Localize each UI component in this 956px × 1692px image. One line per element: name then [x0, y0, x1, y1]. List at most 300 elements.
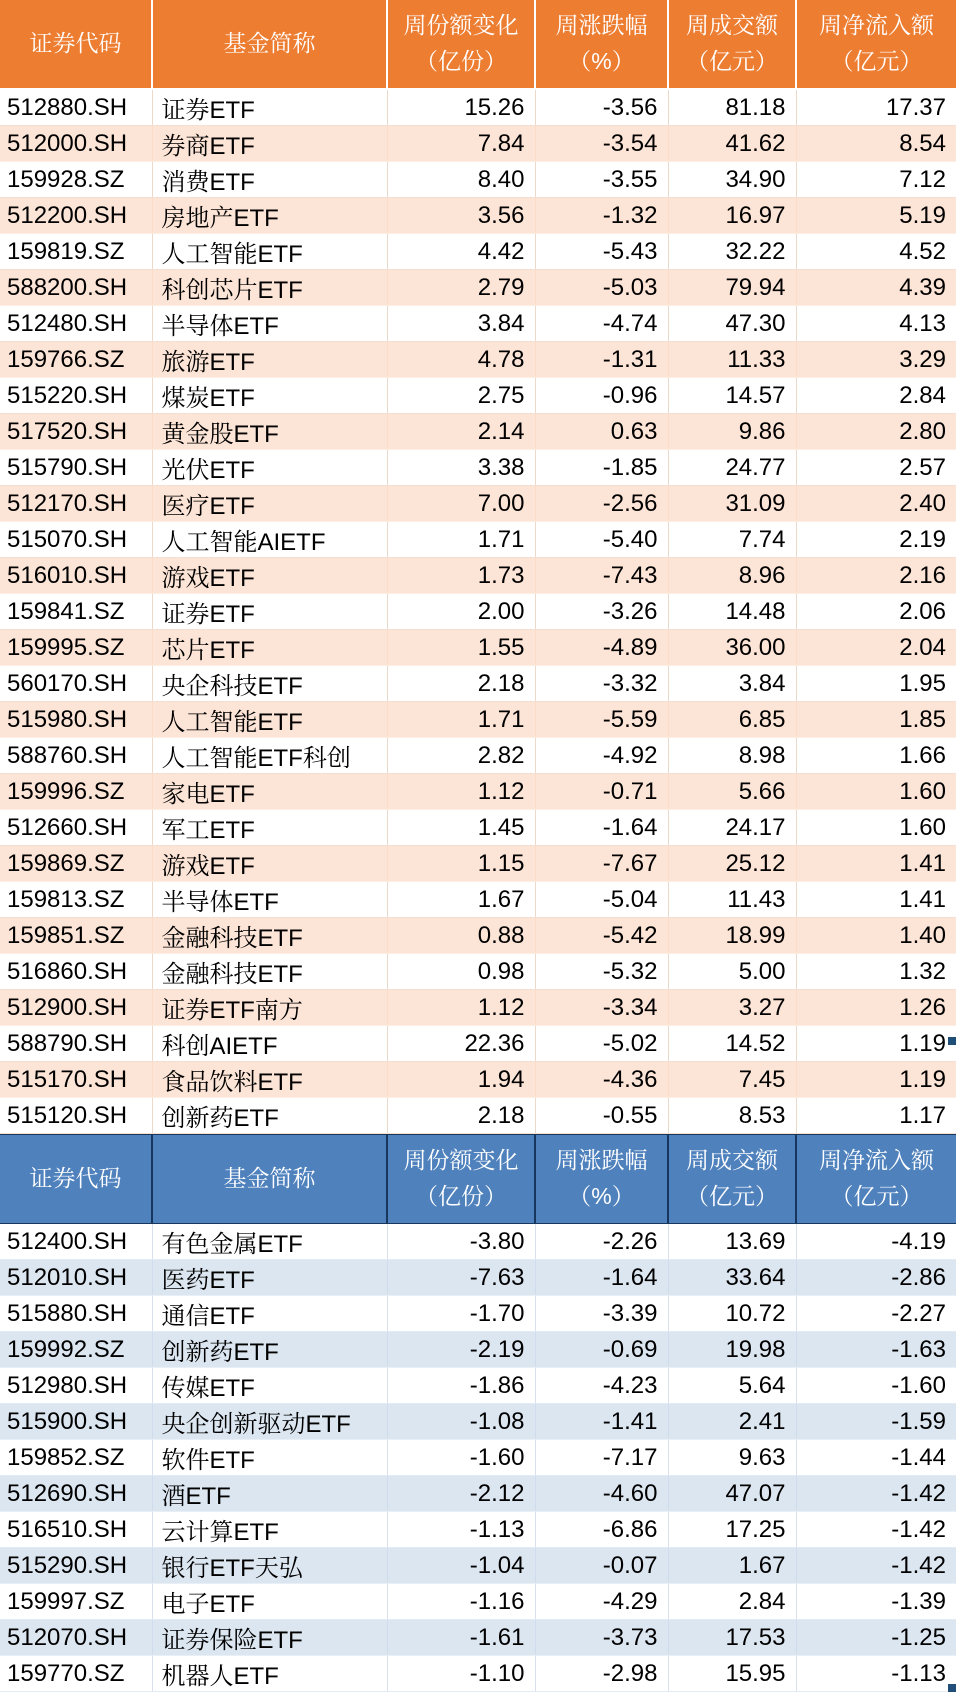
cell-code: 588760.SH: [0, 738, 152, 774]
table-row: [0, 414, 956, 450]
cell-share_change: 2.82: [387, 738, 535, 774]
cell-net_inflow: 1.41: [796, 846, 956, 882]
cell-name: 证券ETF南方: [152, 990, 387, 1026]
cell-name: 半导体ETF: [152, 306, 387, 342]
cell-pct_change: -1.85: [535, 450, 668, 486]
cell-code: 512070.SH: [0, 1620, 152, 1656]
table-row: [0, 1332, 956, 1368]
cell-name: 消费ETF: [152, 162, 387, 198]
cell-name: 创新药ETF: [152, 1332, 387, 1368]
cell-pct_change: -3.32: [535, 666, 668, 702]
table-row: [0, 954, 956, 990]
cell-net_inflow: 17.37: [796, 89, 956, 126]
cell-pct_change: -0.07: [535, 1548, 668, 1584]
cell-share_change: 3.38: [387, 450, 535, 486]
cell-pct_change: -0.55: [535, 1098, 668, 1134]
cell-share_change: 2.00: [387, 594, 535, 630]
cell-code: 159766.SZ: [0, 342, 152, 378]
cell-pct_change: -4.92: [535, 738, 668, 774]
cell-net_inflow: 1.60: [796, 810, 956, 846]
cell-turnover: 47.07: [668, 1476, 796, 1512]
cell-pct_change: -3.54: [535, 126, 668, 162]
cell-pct_change: -0.69: [535, 1332, 668, 1368]
cell-code: 159869.SZ: [0, 846, 152, 882]
cell-code: 515120.SH: [0, 1098, 152, 1134]
cell-net_inflow: -1.13: [796, 1656, 956, 1692]
cell-code: 516510.SH: [0, 1512, 152, 1548]
cell-net_inflow: -1.42: [796, 1548, 956, 1584]
cell-code: 512170.SH: [0, 486, 152, 522]
cell-code: 512000.SH: [0, 126, 152, 162]
table-row: [0, 594, 956, 630]
cell-pct_change: -7.17: [535, 1440, 668, 1476]
cell-code: 512980.SH: [0, 1368, 152, 1404]
cell-code: 515980.SH: [0, 702, 152, 738]
cell-pct_change: -5.03: [535, 270, 668, 306]
cell-share_change: -2.12: [387, 1476, 535, 1512]
net-outflow-table: [0, 1134, 956, 1692]
table-row: [0, 1098, 956, 1134]
cell-net_inflow: 2.16: [796, 558, 956, 594]
cell-turnover: 47.30: [668, 306, 796, 342]
table-row: [0, 1656, 956, 1692]
cell-name: 军工ETF: [152, 810, 387, 846]
cell-pct_change: -4.23: [535, 1368, 668, 1404]
table-row: [0, 1476, 956, 1512]
table-row: [0, 774, 956, 810]
cell-share_change: 7.00: [387, 486, 535, 522]
cell-code: 515290.SH: [0, 1548, 152, 1584]
cell-net_inflow: 2.84: [796, 378, 956, 414]
table-row: [0, 1404, 956, 1440]
cell-pct_change: -4.74: [535, 306, 668, 342]
cell-share_change: 2.14: [387, 414, 535, 450]
col-header-share_change: 周份额变化 （亿份）: [387, 1135, 535, 1224]
cell-name: 金融科技ETF: [152, 918, 387, 954]
table-row: [0, 1512, 956, 1548]
cell-pct_change: -1.64: [535, 810, 668, 846]
cell-pct_change: -6.86: [535, 1512, 668, 1548]
cell-turnover: 15.95: [668, 1656, 796, 1692]
cell-name: 通信ETF: [152, 1296, 387, 1332]
cell-share_change: 1.94: [387, 1062, 535, 1098]
cell-share_change: 1.71: [387, 702, 535, 738]
cell-turnover: 24.77: [668, 450, 796, 486]
table-row: [0, 1548, 956, 1584]
cell-pct_change: -4.89: [535, 630, 668, 666]
cell-pct_change: -5.40: [535, 522, 668, 558]
cell-turnover: 13.69: [668, 1224, 796, 1260]
cell-turnover: 9.86: [668, 414, 796, 450]
table-row: [0, 702, 956, 738]
header-row: [0, 0, 956, 89]
cell-share_change: -1.70: [387, 1296, 535, 1332]
cell-code: 515070.SH: [0, 522, 152, 558]
cell-pct_change: -3.39: [535, 1296, 668, 1332]
cell-pct_change: -3.34: [535, 990, 668, 1026]
cell-pct_change: -1.31: [535, 342, 668, 378]
cell-pct_change: -5.02: [535, 1026, 668, 1062]
cell-share_change: 4.78: [387, 342, 535, 378]
cell-net_inflow: 1.85: [796, 702, 956, 738]
cell-code: 512660.SH: [0, 810, 152, 846]
cell-turnover: 16.97: [668, 198, 796, 234]
cell-name: 医药ETF: [152, 1260, 387, 1296]
table-row: [0, 234, 956, 270]
cell-net_inflow: 5.19: [796, 198, 956, 234]
cell-net_inflow: 1.26: [796, 990, 956, 1026]
cell-share_change: 3.56: [387, 198, 535, 234]
cell-net_inflow: 4.13: [796, 306, 956, 342]
header-row: [0, 1135, 956, 1224]
cell-share_change: 2.79: [387, 270, 535, 306]
cell-code: 515900.SH: [0, 1404, 152, 1440]
cell-pct_change: -1.64: [535, 1260, 668, 1296]
cell-pct_change: -3.56: [535, 89, 668, 126]
cell-net_inflow: -1.60: [796, 1368, 956, 1404]
table-row: [0, 738, 956, 774]
cell-name: 旅游ETF: [152, 342, 387, 378]
cell-code: 517520.SH: [0, 414, 152, 450]
cell-share_change: 7.84: [387, 126, 535, 162]
cell-pct_change: -7.43: [535, 558, 668, 594]
cell-share_change: -7.63: [387, 1260, 535, 1296]
cell-share_change: 2.75: [387, 378, 535, 414]
cell-net_inflow: 8.54: [796, 126, 956, 162]
cell-code: 515790.SH: [0, 450, 152, 486]
cell-share_change: 1.55: [387, 630, 535, 666]
cell-share_change: 1.15: [387, 846, 535, 882]
cell-turnover: 10.72: [668, 1296, 796, 1332]
cell-share_change: 0.98: [387, 954, 535, 990]
cell-net_inflow: 2.06: [796, 594, 956, 630]
cell-net_inflow: -2.27: [796, 1296, 956, 1332]
cell-name: 证券ETF: [152, 89, 387, 126]
cell-turnover: 79.94: [668, 270, 796, 306]
cell-name: 证券保险ETF: [152, 1620, 387, 1656]
cell-code: 159841.SZ: [0, 594, 152, 630]
cell-share_change: -1.10: [387, 1656, 535, 1692]
cell-share_change: 1.12: [387, 990, 535, 1026]
cell-share_change: -1.86: [387, 1368, 535, 1404]
cell-turnover: 7.45: [668, 1062, 796, 1098]
cell-turnover: 2.84: [668, 1584, 796, 1620]
cell-pct_change: -5.42: [535, 918, 668, 954]
cell-net_inflow: 1.19: [796, 1026, 956, 1062]
cell-turnover: 41.62: [668, 126, 796, 162]
cell-code: 159996.SZ: [0, 774, 152, 810]
cell-net_inflow: 4.52: [796, 234, 956, 270]
cell-turnover: 11.43: [668, 882, 796, 918]
cell-pct_change: -3.26: [535, 594, 668, 630]
cell-net_inflow: 3.29: [796, 342, 956, 378]
col-header-turnover: 周成交额 （亿元）: [668, 1135, 796, 1224]
cell-net_inflow: 2.57: [796, 450, 956, 486]
cell-name: 证券ETF: [152, 594, 387, 630]
cell-turnover: 1.67: [668, 1548, 796, 1584]
cell-code: 512900.SH: [0, 990, 152, 1026]
cell-name: 央企创新驱动ETF: [152, 1404, 387, 1440]
table-row: [0, 89, 956, 126]
cell-pct_change: -2.98: [535, 1656, 668, 1692]
table-row: [0, 486, 956, 522]
cell-name: 云计算ETF: [152, 1512, 387, 1548]
cell-turnover: 9.63: [668, 1440, 796, 1476]
cell-pct_change: -5.59: [535, 702, 668, 738]
cell-code: 512200.SH: [0, 198, 152, 234]
cell-code: 512480.SH: [0, 306, 152, 342]
table-row: [0, 450, 956, 486]
cell-net_inflow: -1.39: [796, 1584, 956, 1620]
cell-code: 560170.SH: [0, 666, 152, 702]
cell-name: 人工智能AIETF: [152, 522, 387, 558]
cell-net_inflow: 1.66: [796, 738, 956, 774]
cell-net_inflow: 4.39: [796, 270, 956, 306]
table-row: [0, 630, 956, 666]
table-row: [0, 378, 956, 414]
cell-name: 科创AIETF: [152, 1026, 387, 1062]
col-header-net_inflow: 周净流入额 （亿元）: [796, 0, 956, 89]
col-header-share_change: 周份额变化 （亿份）: [387, 0, 535, 89]
cell-share_change: 2.18: [387, 666, 535, 702]
cell-turnover: 5.00: [668, 954, 796, 990]
table-row: [0, 1062, 956, 1098]
cell-pct_change: -0.96: [535, 378, 668, 414]
cell-name: 半导体ETF: [152, 882, 387, 918]
cell-code: 588790.SH: [0, 1026, 152, 1062]
cell-share_change: -1.13: [387, 1512, 535, 1548]
cell-pct_change: -3.55: [535, 162, 668, 198]
table-row: [0, 1368, 956, 1404]
cell-turnover: 18.99: [668, 918, 796, 954]
cell-turnover: 14.48: [668, 594, 796, 630]
cell-name: 有色金属ETF: [152, 1224, 387, 1260]
cell-name: 芯片ETF: [152, 630, 387, 666]
cell-name: 央企科技ETF: [152, 666, 387, 702]
cell-share_change: 1.12: [387, 774, 535, 810]
cell-name: 金融科技ETF: [152, 954, 387, 990]
cell-turnover: 5.66: [668, 774, 796, 810]
cell-name: 人工智能ETF: [152, 702, 387, 738]
cell-name: 食品饮料ETF: [152, 1062, 387, 1098]
cell-pct_change: -1.41: [535, 1404, 668, 1440]
cell-turnover: 33.64: [668, 1260, 796, 1296]
cell-net_inflow: 1.40: [796, 918, 956, 954]
col-header-net_inflow: 周净流入额 （亿元）: [796, 1135, 956, 1224]
table-row: [0, 1440, 956, 1476]
cell-share_change: 8.40: [387, 162, 535, 198]
cell-name: 房地产ETF: [152, 198, 387, 234]
cell-share_change: 2.18: [387, 1098, 535, 1134]
cell-name: 电子ETF: [152, 1584, 387, 1620]
col-header-code: 证券代码: [0, 1135, 152, 1224]
cell-share_change: 3.84: [387, 306, 535, 342]
table-row: [0, 666, 956, 702]
table-row: [0, 1620, 956, 1656]
cell-turnover: 8.53: [668, 1098, 796, 1134]
col-header-code: 证券代码: [0, 0, 152, 89]
table-row: [0, 162, 956, 198]
cell-pct_change: -5.43: [535, 234, 668, 270]
cell-turnover: 2.41: [668, 1404, 796, 1440]
cell-net_inflow: 1.41: [796, 882, 956, 918]
table-row: [0, 558, 956, 594]
cell-net_inflow: 2.80: [796, 414, 956, 450]
cell-net_inflow: 1.60: [796, 774, 956, 810]
cell-code: 515220.SH: [0, 378, 152, 414]
cell-share_change: 1.73: [387, 558, 535, 594]
cell-name: 软件ETF: [152, 1440, 387, 1476]
cell-turnover: 32.22: [668, 234, 796, 270]
table-row: [0, 810, 956, 846]
cell-code: 512400.SH: [0, 1224, 152, 1260]
cell-code: 159992.SZ: [0, 1332, 152, 1368]
cell-turnover: 81.18: [668, 89, 796, 126]
cell-net_inflow: 2.19: [796, 522, 956, 558]
cell-code: 159770.SZ: [0, 1656, 152, 1692]
cell-share_change: -1.08: [387, 1404, 535, 1440]
cell-name: 科创芯片ETF: [152, 270, 387, 306]
table-row: [0, 918, 956, 954]
table-row: [0, 1224, 956, 1260]
cell-net_inflow: 1.95: [796, 666, 956, 702]
cell-net_inflow: -1.59: [796, 1404, 956, 1440]
table-row: [0, 342, 956, 378]
cell-share_change: 1.67: [387, 882, 535, 918]
cell-share_change: -1.61: [387, 1620, 535, 1656]
cell-net_inflow: -1.42: [796, 1512, 956, 1548]
cell-turnover: 8.98: [668, 738, 796, 774]
cell-code: 588200.SH: [0, 270, 152, 306]
cell-code: 159995.SZ: [0, 630, 152, 666]
col-header-name: 基金简称: [152, 1135, 387, 1224]
cell-code: 516860.SH: [0, 954, 152, 990]
table-row: [0, 1260, 956, 1296]
cell-net_inflow: -1.63: [796, 1332, 956, 1368]
cell-name: 游戏ETF: [152, 558, 387, 594]
cell-net_inflow: -1.44: [796, 1440, 956, 1476]
cell-pct_change: -5.04: [535, 882, 668, 918]
cell-pct_change: -7.67: [535, 846, 668, 882]
cell-net_inflow: -1.25: [796, 1620, 956, 1656]
cell-name: 煤炭ETF: [152, 378, 387, 414]
cell-name: 创新药ETF: [152, 1098, 387, 1134]
cell-net_inflow: 2.04: [796, 630, 956, 666]
cell-turnover: 6.85: [668, 702, 796, 738]
cell-share_change: 1.45: [387, 810, 535, 846]
cell-code: 159819.SZ: [0, 234, 152, 270]
col-header-pct_change: 周涨跌幅 （%）: [535, 1135, 668, 1224]
table-row: [0, 846, 956, 882]
selection-fill-handle-top[interactable]: [948, 1037, 956, 1045]
cell-net_inflow: -1.42: [796, 1476, 956, 1512]
cell-code: 159851.SZ: [0, 918, 152, 954]
cell-name: 酒ETF: [152, 1476, 387, 1512]
cell-net_inflow: 1.32: [796, 954, 956, 990]
cell-code: 515880.SH: [0, 1296, 152, 1332]
cell-pct_change: -2.56: [535, 486, 668, 522]
col-header-pct_change: 周涨跌幅 （%）: [535, 0, 668, 89]
cell-name: 光伏ETF: [152, 450, 387, 486]
cell-code: 159813.SZ: [0, 882, 152, 918]
cell-share_change: 15.26: [387, 89, 535, 126]
cell-net_inflow: -2.86: [796, 1260, 956, 1296]
cell-code: 515170.SH: [0, 1062, 152, 1098]
cell-share_change: -2.19: [387, 1332, 535, 1368]
cell-pct_change: -1.32: [535, 198, 668, 234]
cell-name: 人工智能ETF科创: [152, 738, 387, 774]
cell-code: 516010.SH: [0, 558, 152, 594]
cell-share_change: -1.04: [387, 1548, 535, 1584]
cell-name: 券商ETF: [152, 126, 387, 162]
cell-share_change: -1.60: [387, 1440, 535, 1476]
table-row: [0, 522, 956, 558]
cell-share_change: -1.16: [387, 1584, 535, 1620]
cell-turnover: 8.96: [668, 558, 796, 594]
cell-share_change: 22.36: [387, 1026, 535, 1062]
cell-turnover: 19.98: [668, 1332, 796, 1368]
cell-pct_change: -3.73: [535, 1620, 668, 1656]
cell-turnover: 34.90: [668, 162, 796, 198]
cell-name: 医疗ETF: [152, 486, 387, 522]
cell-name: 银行ETF天弘: [152, 1548, 387, 1584]
cell-turnover: 11.33: [668, 342, 796, 378]
cell-name: 家电ETF: [152, 774, 387, 810]
table-row: [0, 198, 956, 234]
table-row: [0, 126, 956, 162]
selection-fill-handle-bottom[interactable]: [948, 1684, 956, 1692]
cell-name: 机器人ETF: [152, 1656, 387, 1692]
cell-turnover: 14.52: [668, 1026, 796, 1062]
table-row: [0, 990, 956, 1026]
col-header-name: 基金简称: [152, 0, 387, 89]
cell-turnover: 36.00: [668, 630, 796, 666]
cell-share_change: 1.71: [387, 522, 535, 558]
cell-turnover: 25.12: [668, 846, 796, 882]
cell-turnover: 14.57: [668, 378, 796, 414]
cell-pct_change: 0.63: [535, 414, 668, 450]
cell-turnover: 7.74: [668, 522, 796, 558]
table-row: [0, 1584, 956, 1620]
col-header-turnover: 周成交额 （亿元）: [668, 0, 796, 89]
cell-share_change: 4.42: [387, 234, 535, 270]
cell-pct_change: -4.29: [535, 1584, 668, 1620]
table-row: [0, 1026, 956, 1062]
cell-turnover: 31.09: [668, 486, 796, 522]
cell-turnover: 3.84: [668, 666, 796, 702]
cell-code: 159852.SZ: [0, 1440, 152, 1476]
cell-code: 159997.SZ: [0, 1584, 152, 1620]
cell-name: 黄金股ETF: [152, 414, 387, 450]
table-row: [0, 306, 956, 342]
cell-pct_change: -5.32: [535, 954, 668, 990]
cell-net_inflow: 2.40: [796, 486, 956, 522]
cell-code: 159928.SZ: [0, 162, 152, 198]
table-row: [0, 270, 956, 306]
cell-pct_change: -0.71: [535, 774, 668, 810]
cell-share_change: -3.80: [387, 1224, 535, 1260]
cell-net_inflow: 7.12: [796, 162, 956, 198]
cell-pct_change: -4.60: [535, 1476, 668, 1512]
cell-turnover: 17.25: [668, 1512, 796, 1548]
cell-share_change: 0.88: [387, 918, 535, 954]
cell-turnover: 17.53: [668, 1620, 796, 1656]
cell-name: 人工智能ETF: [152, 234, 387, 270]
cell-net_inflow: 1.17: [796, 1098, 956, 1134]
table-row: [0, 882, 956, 918]
cell-pct_change: -4.36: [535, 1062, 668, 1098]
cell-code: 512690.SH: [0, 1476, 152, 1512]
